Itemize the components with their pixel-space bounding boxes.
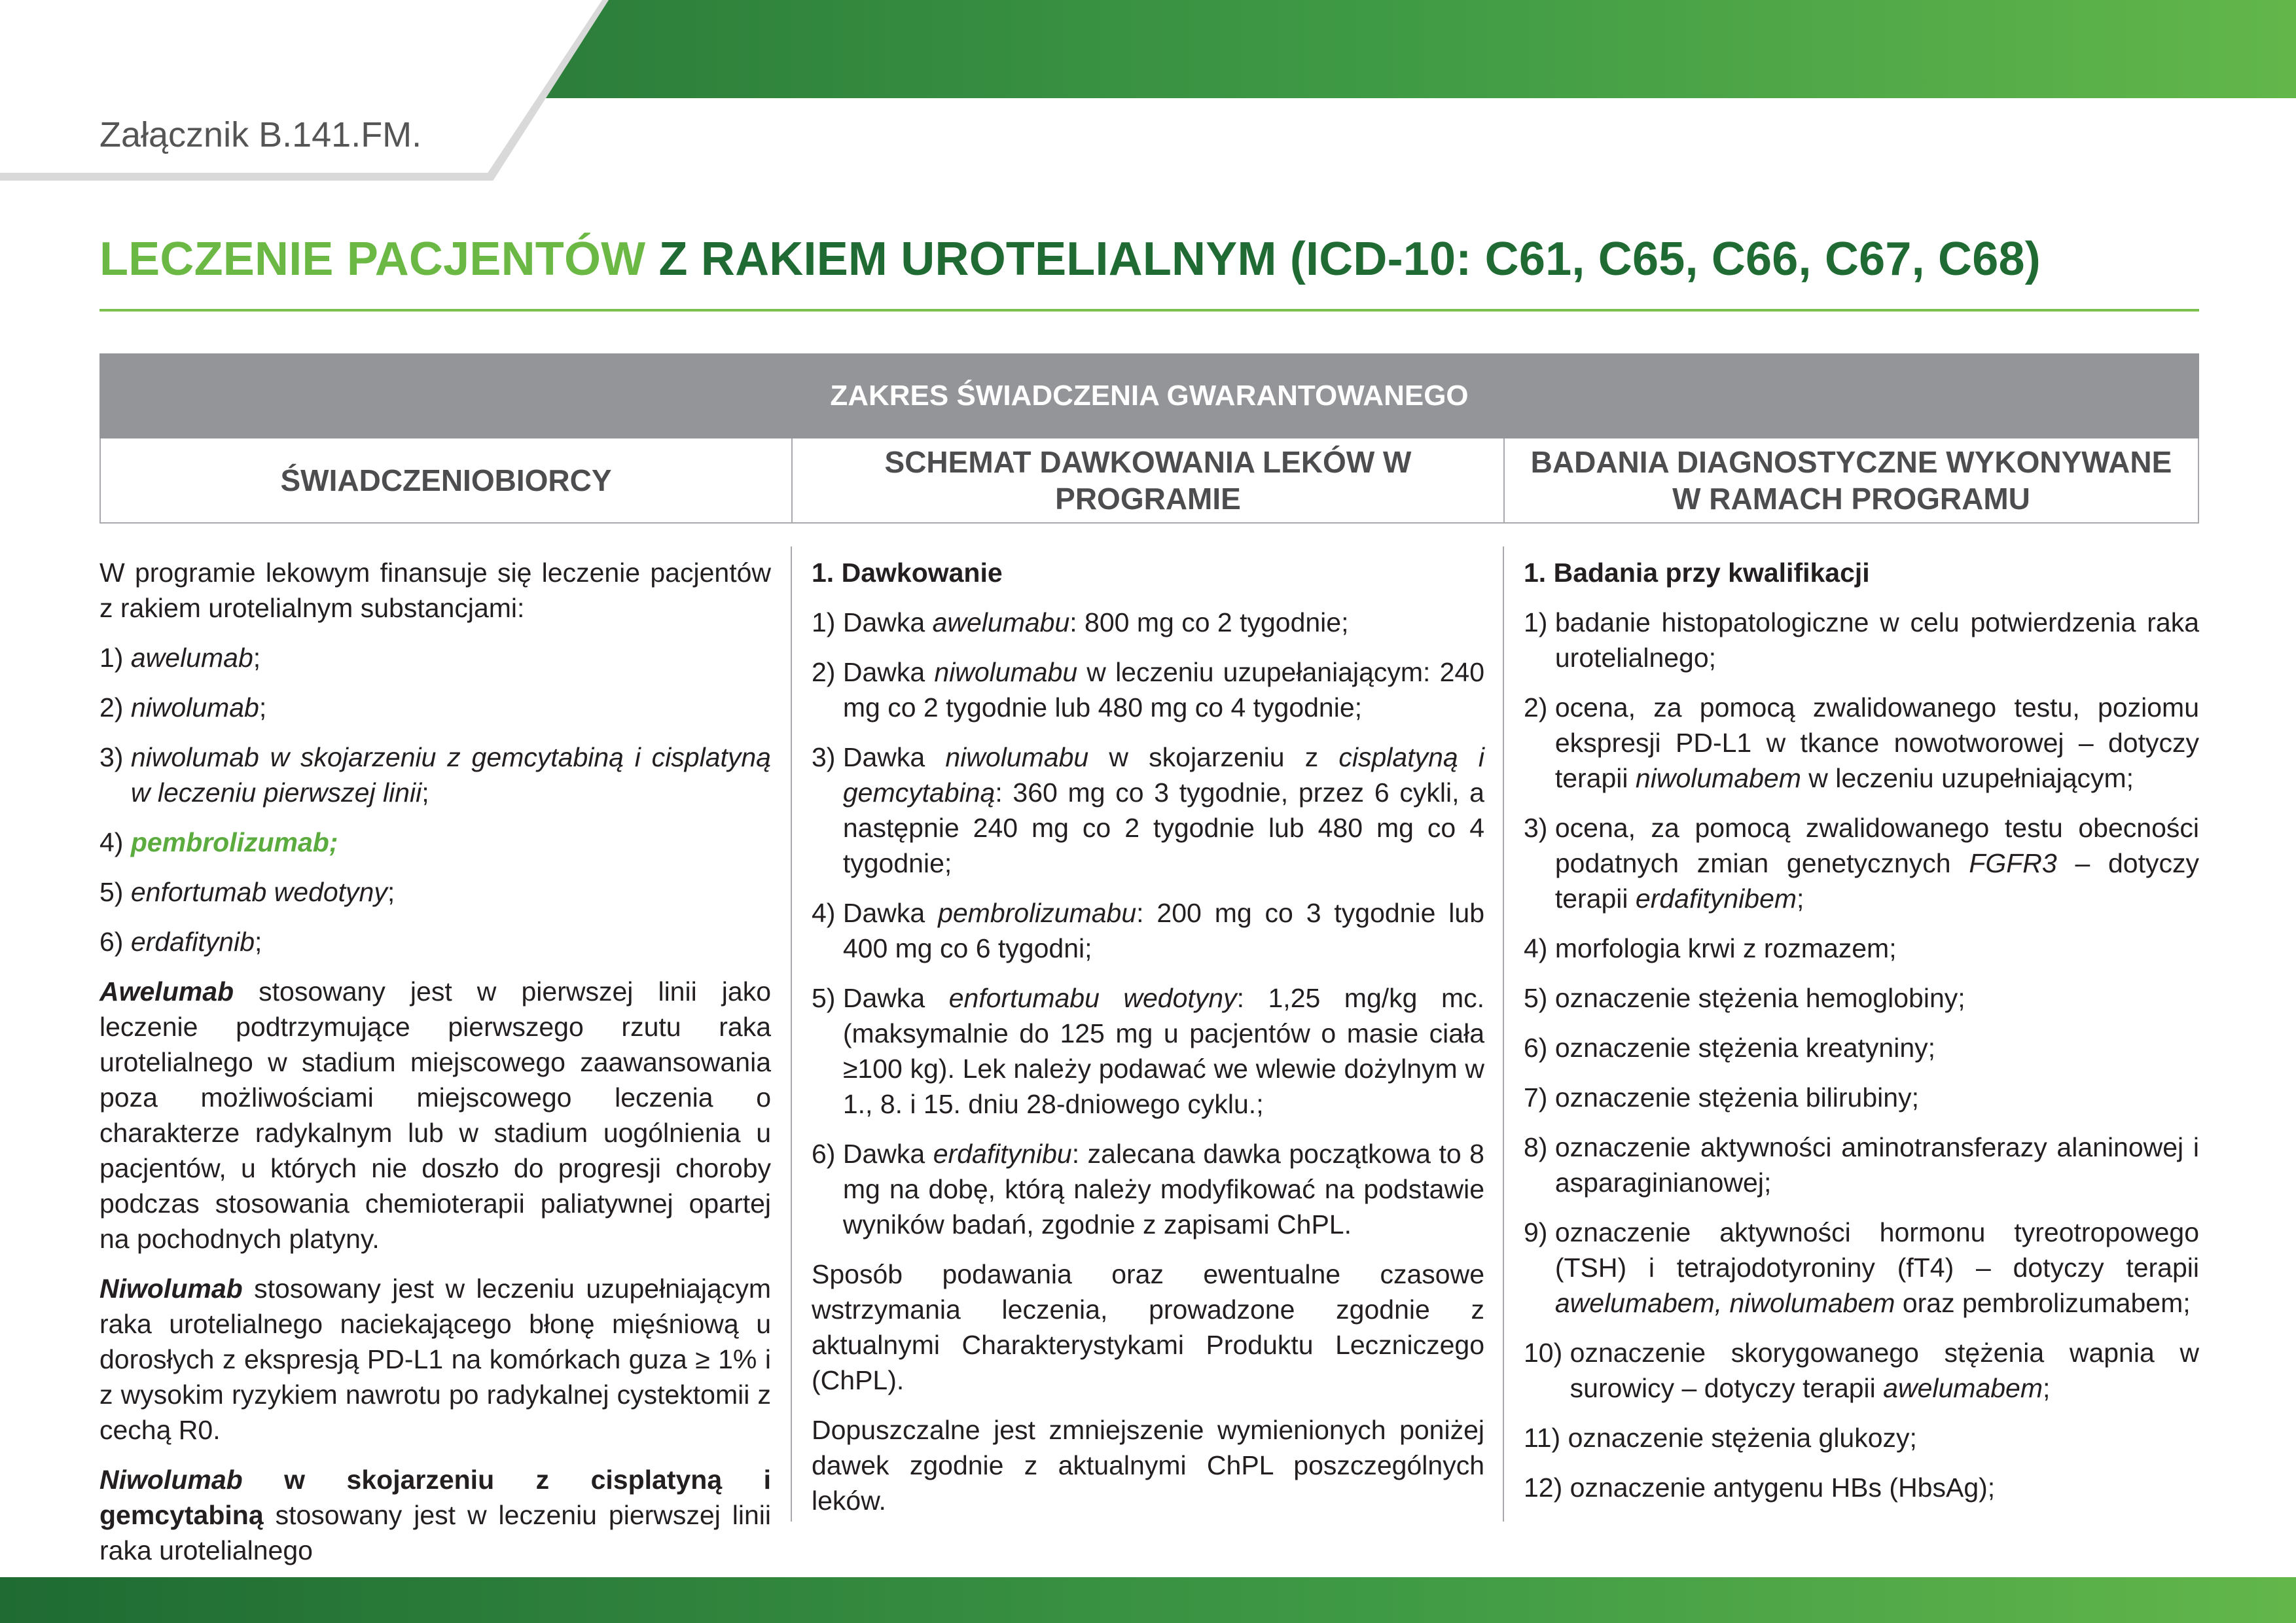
- list-item: 8) oznaczenie aktywności aminotransferazy alaninowej i asparaginianowej;: [1524, 1132, 2199, 1198]
- table-main-header: ZAKRES ŚWIADCZENIA GWARANTOWANEGO: [99, 353, 2199, 438]
- column-diagnostics: [1524, 555, 2199, 1520]
- column-dosage: [812, 555, 1484, 1533]
- list-item: 6) erdafitynib;: [99, 927, 262, 957]
- list-item: 3) ocena, za pomocą zwalidowanego testu obecności podatnych zmian genetycznych FGFR3 – dotyczy terapii erdafitynibem;: [1524, 813, 2199, 914]
- col1-paragraph-niwolumab-combo: Niwolumab w skojarzeniu z cisplatyną i gemcytabiną stosowany jest w leczeniu pierwszej linii raka urotelialnego: [99, 1465, 771, 1565]
- col-header-diagnostics-line2: W RAMACH PROGRAMU: [1672, 482, 2030, 516]
- list-item: 2) Dawka niwolumabu w leczeniu uzupełaniającym: 240 mg co 2 tygodnie lub 480 mg co 4 tygodnie;: [812, 657, 1484, 722]
- annex-label: Załącznik B.141.FM.: [99, 115, 422, 154]
- col3-heading: 1. Badania przy kwalifikacji: [1524, 558, 1870, 588]
- list-item: 6) Dawka erdafitynibu: zalecana dawka początkowa to 8 mg na dobę, którą należy modyfikować na podstawie wyników badań, zgodnie z zapisami ChPL.: [812, 1139, 1484, 1240]
- title-rule: [99, 309, 2199, 312]
- list-item: 1) badanie histopatologiczne w celu potwierdzenia raka urotelialnego;: [1524, 607, 2199, 673]
- col-header-dosage: SCHEMAT DAWKOWANIA LEKÓW W PROGRAMIE: [793, 438, 1505, 522]
- list-item: 5) Dawka enfortumabu wedotyny: 1,25 mg/kg mc. (maksymalnie do 125 mg u pacjentów o masie ciała ≥100 kg). Lek należy podawać we wlewie dożylnym w 1., 8. i 15. dniu 28-dniowego cyklu.;: [812, 983, 1484, 1119]
- list-item: 5) oznaczenie stężenia hemoglobiny;: [1524, 983, 1965, 1013]
- list-item: 5) enfortumab wedotyny;: [99, 877, 395, 907]
- column-beneficiaries: [99, 555, 771, 1582]
- list-item: 10) oznaczenie skorygowanego stężenia wapnia w surowicy – dotyczy terapii awelumabem;: [1524, 1338, 2199, 1403]
- col-header-diagnostics-line1: BADANIA DIAGNOSTYCZNE WYKONYWANE: [1530, 445, 2172, 479]
- pembrolizumab-highlight: pembrolizumab;: [130, 827, 338, 857]
- column-divider-1: [791, 546, 792, 1522]
- col-header-diagnostics: [1505, 438, 2198, 522]
- list-item: 4) morfologia krwi z rozmazem;: [1524, 933, 1897, 963]
- list-item: 6) oznaczenie stężenia kreatyniny;: [1524, 1033, 1936, 1063]
- list-item: 3) niwolumab w skojarzeniu z gemcytabiną i cisplatyną w leczeniu pierwszej linii;: [99, 742, 771, 808]
- list-item: 3) Dawka niwolumabu w skojarzeniu z cisplatyną i gemcytabiną: 360 mg co 3 tygodnie, przez 6 cykli, a następnie 240 mg co 2 tygodnie lub 480 mg co 4 tygodnie;: [812, 742, 1484, 878]
- col2-heading: 1. Dawkowanie: [812, 558, 1003, 588]
- list-item: 2) niwolumab;: [99, 692, 267, 722]
- list-item: 12) oznaczenie antygenu HBs (HbsAg);: [1524, 1472, 1996, 1503]
- col2-paragraph-administration: Sposób podawania oraz ewentualne czasowe wstrzymania leczenia, prowadzone zgodnie z aktualnymi Charakterystykami Produktu Leczniczego (ChPL).: [812, 1259, 1484, 1395]
- bottom-green-band: [0, 1577, 2296, 1623]
- title-part-1: LECZENIE PACJENTÓW: [99, 233, 646, 285]
- list-item: 1) Dawka awelumabu: 800 mg co 2 tygodnie;: [812, 607, 1349, 637]
- list-item: 2) ocena, za pomocą zwalidowanego testu, poziomu ekspresji PD-L1 w tkance nowotworowej – dotyczy terapii niwolumabem w leczeniu uzupełniającym;: [1524, 692, 2199, 793]
- list-item: 4) Dawka pembrolizumabu: 200 mg co 3 tygodnie lub 400 mg co 6 tygodni;: [812, 898, 1484, 963]
- page-title: [99, 232, 2041, 286]
- col2-paragraph-dose-reduction: Dopuszczalne jest zmniejszenie wymienionych poniżej dawek zgodnie z aktualnymi ChPL poszczególnych leków.: [812, 1415, 1484, 1516]
- list-item: 9) oznaczenie aktywności hormonu tyreotropowego (TSH) i tetrajodotyroniny (fT4) – dotyczy terapii awelumabem, niwolumabem oraz pembrolizumabem;: [1524, 1217, 2199, 1318]
- list-item: 4) pembrolizumab;: [99, 827, 338, 857]
- col1-intro: W programie lekowym finansuje się leczenie pacjentów z rakiem urotelialnym substancjami:: [99, 558, 771, 623]
- title-part-2: Z RAKIEM UROTELIALNYM (ICD-10: C61, C65, C66, C67, C68): [645, 233, 2041, 285]
- table-column-headers: [99, 438, 2199, 524]
- col1-paragraph-awelumab: Awelumab stosowany jest w pierwszej linii jako leczenie podtrzymujące pierwszego rzutu raka urotelialnego w stadium miejscowego zaawansowania poza możliwościami miejscowego leczenia o charakterze radykalnym lub w stadium uogólnienia u pacjentów, u których nie doszło do progresji choroby podczas stosowania chemioterapii paliatywnej opartej na pochodnych platyny.: [99, 976, 771, 1254]
- list-item: 7) oznaczenie stężenia bilirubiny;: [1524, 1082, 1919, 1113]
- col-header-beneficiaries: ŚWIADCZENIOBIORCY: [101, 438, 793, 522]
- list-item: 11) oznaczenie stężenia glukozy;: [1524, 1423, 1917, 1453]
- list-item: 1) awelumab;: [99, 643, 261, 673]
- column-divider-2: [1503, 546, 1504, 1522]
- benefit-table-header: [99, 353, 2199, 524]
- col1-paragraph-niwolumab: Niwolumab stosowany jest w leczeniu uzupełniającym raka urotelialnego naciekającego błonę mięśniową u dorosłych z ekspresją PD-L1 na komórkach guza ≥ 1% i z wysokim ryzykiem nawrotu po radykalnej cystektomii z cechą R0.: [99, 1274, 771, 1445]
